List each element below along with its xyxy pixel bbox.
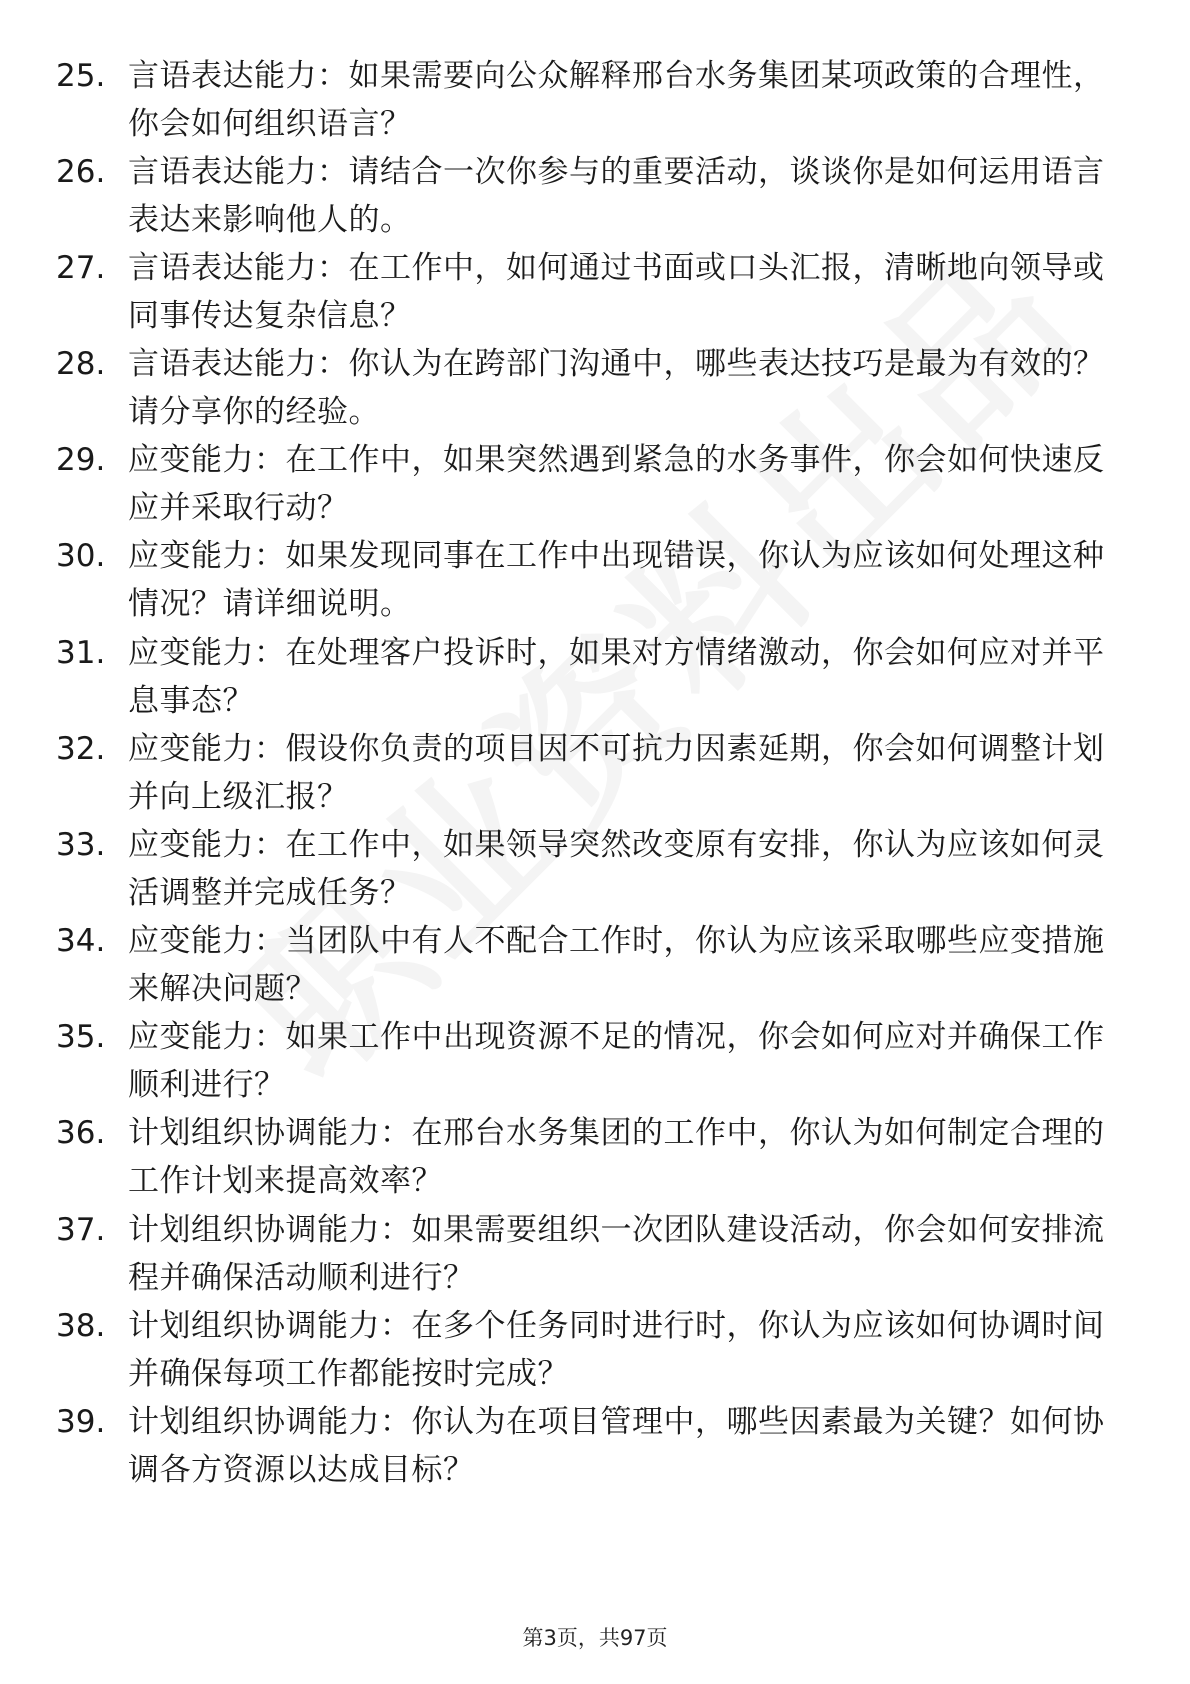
question-item [0,436,1190,536]
question-text: 言语表达能力：请结合一次你参与的重要活动，谈谈你是如何运用语言表达来影响他人的。 [128,154,1105,238]
question-item [0,244,1190,344]
question-item [0,532,1190,632]
question-item [0,821,1190,921]
question-number: 28. [56,346,106,382]
question-text: 计划组织协调能力：你认为在项目管理中，哪些因素最为关键？如何协调各方资源以达成目标？ [128,1404,1105,1488]
question-number: 25. [56,58,106,94]
question-number: 35. [56,1019,106,1055]
question-number: 33. [56,827,106,863]
question-item [0,340,1190,440]
question-number: 30. [56,538,106,574]
question-number: 37. [56,1212,106,1248]
question-item [0,1398,1190,1498]
question-number: 34. [56,923,106,959]
question-text: 应变能力：当团队中有人不配合工作时，你认为应该采取哪些应变措施来解决问题？ [128,923,1105,1007]
question-text: 应变能力：如果发现同事在工作中出现错误，你认为应该如何处理这种情况？请详细说明。 [128,538,1105,622]
question-item [0,52,1190,152]
question-item [0,1013,1190,1113]
question-text: 应变能力：假设你负责的项目因不可抗力因素延期，你会如何调整计划并向上级汇报？ [128,731,1105,815]
question-item [0,1302,1190,1402]
question-number: 38. [56,1308,106,1344]
question-text: 计划组织协调能力：在邢台水务集团的工作中，你认为如何制定合理的工作计划来提高效率？ [128,1115,1105,1199]
question-text: 计划组织协调能力：如果需要组织一次团队建设活动，你会如何安排流程并确保活动顺利进行？ [128,1212,1105,1296]
page-footer: 第3页，共97页 [522,1626,668,1650]
question-number: 36. [56,1115,106,1151]
question-item [0,629,1190,729]
question-item [0,917,1190,1017]
question-item [0,148,1190,248]
question-number: 32. [56,731,106,767]
question-number: 27. [56,250,106,286]
question-number: 26. [56,154,106,190]
question-item [0,1109,1190,1209]
question-text: 应变能力：在处理客户投诉时，如果对方情绪激动，你会如何应对并平息事态？ [128,635,1105,719]
question-text: 言语表达能力：你认为在跨部门沟通中，哪些表达技巧是最为有效的？请分享你的经验。 [128,346,1105,430]
question-text: 应变能力：在工作中，如果领导突然改变原有安排，你认为应该如何灵活调整并完成任务？ [128,827,1105,911]
question-text: 计划组织协调能力：在多个任务同时进行时，你认为应该如何协调时间并确保每项工作都能按时完成？ [128,1308,1105,1392]
question-item [0,1206,1190,1306]
question-number: 39. [56,1404,106,1440]
question-text: 言语表达能力：在工作中，如何通过书面或口头汇报，清晰地向领导或同事传达复杂信息？ [128,250,1105,334]
question-text: 应变能力：如果工作中出现资源不足的情况，你会如何应对并确保工作顺利进行？ [128,1019,1105,1103]
question-text: 应变能力：在工作中，如果突然遇到紧急的水务事件，你会如何快速反应并采取行动？ [128,442,1105,526]
question-item [0,725,1190,825]
question-text: 言语表达能力：如果需要向公众解释邢台水务集团某项政策的合理性，你会如何组织语言？ [128,58,1105,142]
question-number: 31. [56,635,106,671]
question-number: 29. [56,442,106,478]
